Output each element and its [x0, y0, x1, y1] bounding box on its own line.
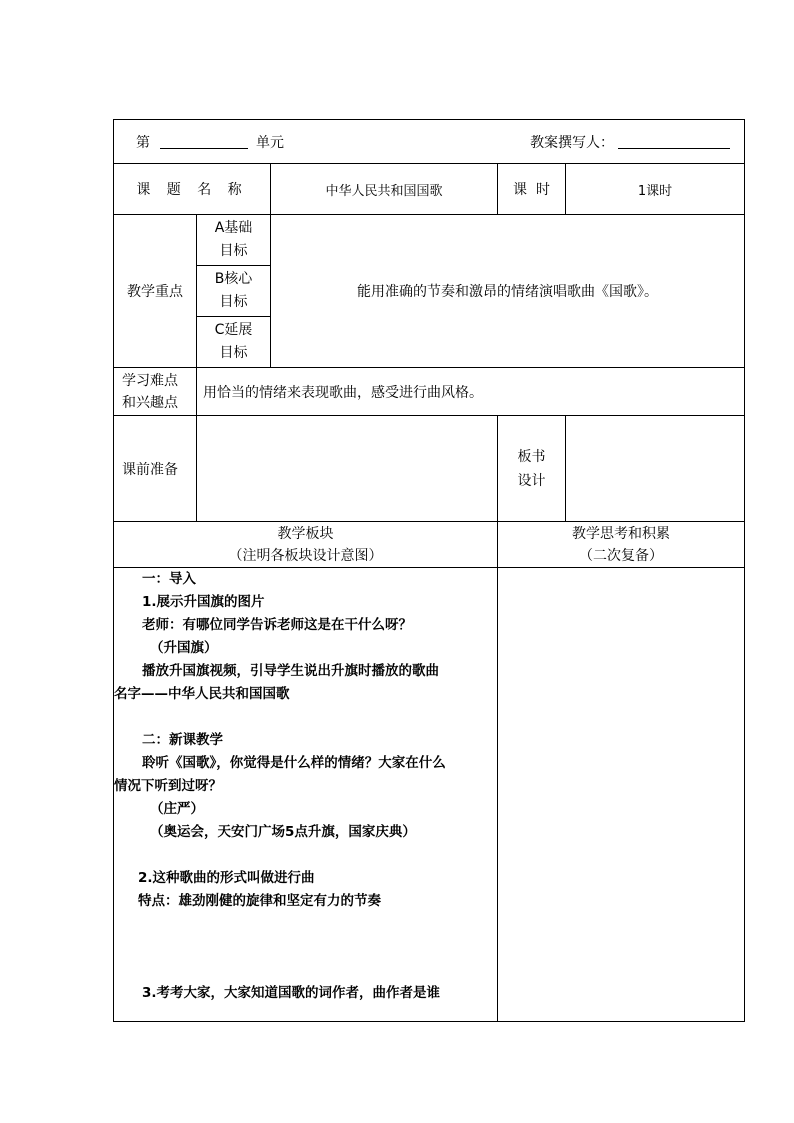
author-label: 教案撰写人：	[530, 134, 615, 151]
difficulty-label-line1: 学习难点	[122, 372, 178, 389]
prep-content-cell[interactable]	[197, 416, 498, 522]
board-label-line2: 设计	[517, 472, 546, 489]
unit-suffix: 单元	[256, 134, 284, 151]
reflection-cell[interactable]	[498, 568, 745, 1022]
lesson-plan-table	[113, 119, 745, 1022]
section-left-note: （注明各板块设计意图）	[228, 547, 383, 564]
goal-b-line2: 目标	[219, 294, 248, 310]
difficulty-text-cell	[197, 368, 745, 416]
focus-text-cell	[271, 215, 745, 368]
course-title-label-cell	[114, 164, 271, 215]
section-left-header	[114, 522, 498, 568]
board-label-cell	[498, 416, 566, 522]
content-line: 特点：雄劲刚健的旋律和坚定有力的节奏	[138, 893, 381, 909]
section-right-note: （二次复备）	[579, 547, 664, 564]
period-label: 课 时	[513, 182, 550, 198]
period-value-cell	[566, 164, 745, 215]
course-title-value-cell	[271, 164, 498, 215]
unit-prefix: 第	[136, 134, 150, 151]
content-line: （庄严）	[150, 801, 204, 817]
difficulty-text: 用恰当的情绪来表现歌曲，感受进行曲风格。	[203, 384, 483, 401]
difficulty-label-line2: 和兴趣点	[122, 394, 178, 411]
goal-b-line1: B核心	[214, 271, 253, 287]
focus-label-cell	[114, 215, 197, 368]
section-left-title: 教学板块	[277, 525, 334, 542]
period-label-cell	[498, 164, 566, 215]
goal-c-line2: 目标	[219, 345, 248, 361]
difficulty-label-cell	[114, 368, 197, 416]
goal-a-line2: 目标	[219, 243, 248, 259]
content-line: 2.这种歌曲的形式叫做进行曲	[138, 870, 315, 886]
goal-a-line1: A基础	[214, 220, 253, 236]
focus-label: 教学重点	[127, 284, 183, 300]
content-line: 一：导入	[142, 571, 196, 587]
period-value: 1课时	[637, 183, 673, 199]
content-line: 1.展示升国旗的图片	[142, 594, 265, 610]
goal-a-cell	[197, 215, 271, 266]
goal-c-cell	[197, 317, 271, 368]
content-line: 播放升国旗视频，引导学生说出升旗时播放的歌曲	[142, 663, 439, 679]
lesson-content-cell	[114, 568, 498, 1022]
focus-text: 能用准确的节奏和激昂的情绪演唱歌曲《国歌》。	[357, 284, 659, 300]
course-title-value: 中华人民共和国国歌	[325, 183, 443, 199]
content-line: 名字——中华人民共和国国歌	[114, 686, 290, 702]
course-title-label: 课 题 名 称	[136, 182, 248, 198]
content-line: （升国旗）	[150, 640, 218, 656]
section-right-title: 教学思考和积累	[572, 525, 671, 542]
section-right-header	[498, 522, 745, 568]
board-content-cell[interactable]	[566, 416, 745, 522]
unit-number-field[interactable]	[160, 134, 248, 149]
content-line: 老师：有哪位同学告诉老师这是在干什么呀？	[142, 617, 412, 633]
header-row	[114, 120, 745, 164]
author-field[interactable]	[618, 134, 730, 149]
goal-b-cell	[197, 266, 271, 317]
content-line: 情况下听到过呀？	[114, 778, 222, 794]
prep-label: 课前准备	[122, 461, 178, 478]
prep-label-cell	[114, 416, 197, 522]
board-label-line1: 板书	[517, 448, 546, 465]
content-line: 聆听《国歌》，你觉得是什么样的情绪？大家在什么	[142, 755, 446, 771]
content-line: （奥运会，天安门广场5点升旗，国家庆典）	[150, 824, 416, 840]
content-line: 3.考考大家，大家知道国歌的词作者，曲作者是谁	[142, 985, 441, 1001]
content-line: 二：新课教学	[142, 732, 223, 748]
goal-c-line1: C延展	[214, 322, 253, 338]
